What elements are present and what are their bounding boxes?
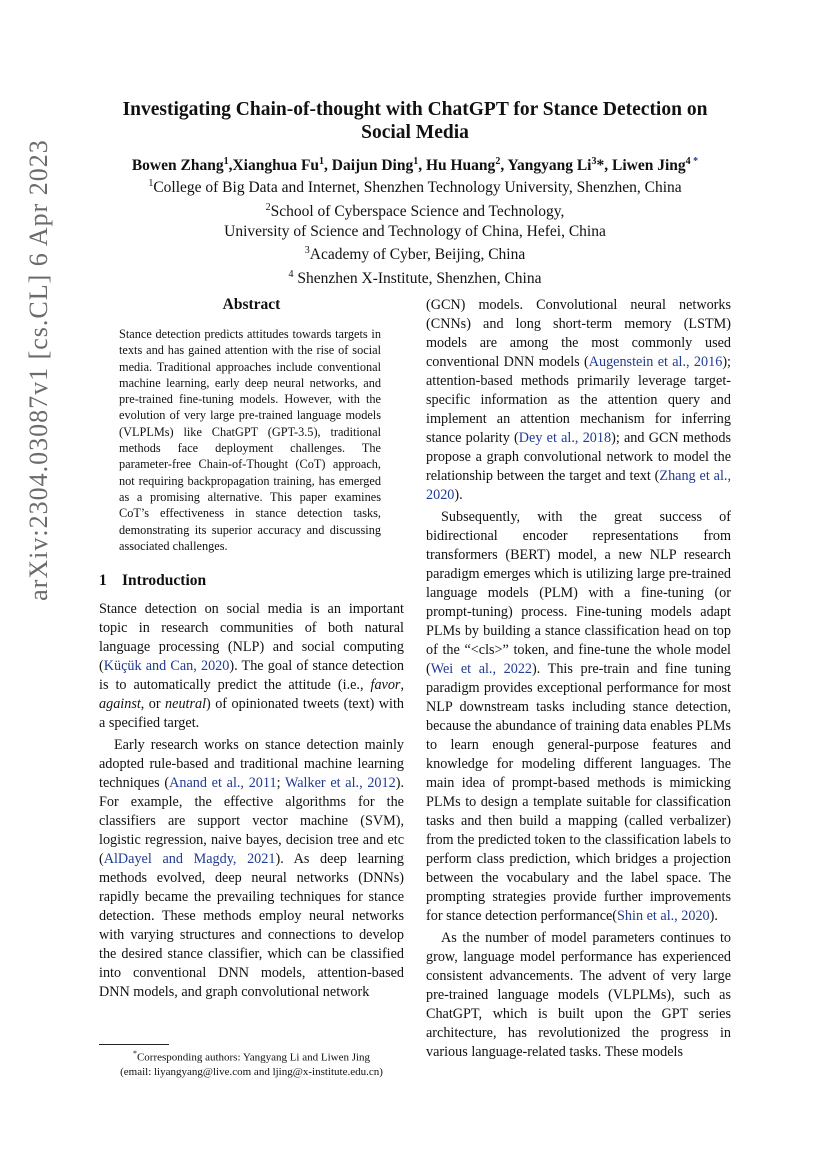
right-column — [426, 296, 731, 1062]
text-run: Subsequently, with the great success of bidirectional encoder representations from transformers (BERT) model, a new NLP research paradigm emerges which is utilizing large pre-trained language models (PLM) with a fine-tuning (or prompt-tuning) process. Fine-tuning models adapt PLMs by building a stance classification head on top of the “<cls>” token, and fine-tune the whole model ( — [426, 509, 731, 677]
footnote-mark: * — [132, 1049, 137, 1058]
footnote-line-2: (email: liyangyang@live.com and ljing@x-institute.edu.cn) — [120, 1066, 383, 1079]
text-run: Stance detection on social media is an important topic in research communities of both natural language processing (NLP) and social computing ( — [99, 601, 404, 675]
citation-link[interactable]: Shin et al., 2020 — [617, 908, 710, 924]
affiliation-text: College of Big Data and Internet, Shenzhen Technology University, Shenzhen, China — [153, 179, 682, 197]
author-separator: , — [500, 157, 508, 175]
text-run: ) of opinionated tweets (text) with a specified target. — [99, 696, 404, 732]
affiliation-mark: 4 — [288, 268, 294, 280]
right-paragraph-2 — [426, 508, 731, 926]
author-separator: *, — [596, 157, 612, 175]
author-list — [60, 152, 770, 176]
right-paragraph-1 — [426, 296, 731, 505]
text-run: ); and GCN methods propose a graph convolutional network to model the relationship between the target and text ( — [426, 430, 731, 484]
author-affiliation-mark: 2 — [495, 156, 501, 167]
abstract-heading: Abstract — [222, 296, 281, 313]
footnote-line-1: Corresponding authors: Yangyang Li and Liwen Jing — [136, 1051, 371, 1064]
corresponding-author-mark: * — [690, 156, 699, 167]
author-separator: , — [418, 157, 426, 175]
text-run: ); attention-based methods primarily leverage target-specific information as the attention query and implement an attention mechanism for inferring stance polarity ( — [426, 354, 731, 446]
affiliation-text: University of Science and Technology of China, Hefei, China — [224, 222, 606, 240]
citation-link[interactable]: Anand et al., 2011 — [169, 775, 277, 792]
author-affiliation-mark: 1 — [413, 156, 419, 167]
text-run: As the number of model parameters continues to grow, language model performance has experienced consistent advancements. The advent of very large pre-trained language models (VLPLMs), such as ChatGPT, which is built upon the GPT series architecture, has revolutionized the progress in various language-related tasks. These models — [426, 930, 731, 1060]
citation-link[interactable]: Dey et al., 2018 — [518, 430, 612, 446]
intro-paragraph-2 — [99, 736, 404, 1002]
text-run: Early research works on stance detection mainly adopted rule-based and traditional machine learning techniques ( — [99, 737, 404, 792]
text-run: , or — [140, 696, 166, 713]
author-separator: , — [228, 157, 233, 175]
arxiv-identifier: arXiv:2304.03087v1 [cs.CL] 6 Apr 2023 — [24, 139, 53, 601]
affiliation-text: School of Cyberspace Science and Technology, — [270, 202, 565, 220]
affiliation-text: Academy of Cyber, Beijing, China — [309, 246, 526, 264]
affiliation-line — [100, 198, 730, 222]
footnote-rule — [99, 1044, 169, 1045]
affiliation-line — [100, 241, 730, 265]
affiliation-mark: 2 — [265, 201, 271, 213]
text-run: ). — [454, 487, 463, 503]
section-heading-introduction — [99, 572, 404, 590]
author-affiliation-mark: 3 — [591, 156, 597, 167]
title-line-2: Social Media — [361, 122, 469, 143]
text-run: ; — [276, 775, 285, 792]
emphasized-term: favor — [370, 677, 401, 694]
author-affiliation-mark: 1 — [319, 156, 325, 167]
citation-link[interactable]: Küçük and Can, 2020 — [103, 658, 230, 675]
paper-title — [100, 98, 730, 144]
author-name: Xianghua Fu — [232, 157, 320, 175]
title-line-1: Investigating Chain-of-thought with ChatGPT for Stance Detection on — [122, 99, 708, 120]
affiliation-line — [100, 174, 730, 198]
text-run: ). This pre-train and fine tuning paradigm provides exceptional performance for most NLP downstream tasks including stance detection, because the abundance of training data enables PLMs to learn enough general-purpose features and knowledge for modeling different languages. The main idea of prompt-based methods is mimicking PLMs to design a template suitable for classification tasks and then build a mapping (called verbalizer) from the predicted token to the classification labels to perform class prediction, which bridges a projection between the vocabulary and the label space. The prompting strategies provide further improvements for stance detection performance( — [426, 661, 731, 924]
author-name: Liwen Jing — [612, 157, 686, 175]
citation-link[interactable]: Zhang et al., 2020 — [426, 468, 731, 503]
left-column — [99, 296, 404, 1002]
affiliation-mark: 1 — [148, 178, 154, 189]
text-run: ). The goal of stance detection is to automatically predict the attitude (i.e., — [99, 658, 405, 694]
author-affiliation-mark: 1 — [223, 156, 229, 167]
text-run: ). For example, the effective algorithms for the classifiers are support vector machine (SVM), logistic regression, naive bayes, decision tree and etc ( — [99, 775, 404, 868]
section-number: 1 — [99, 572, 107, 590]
emphasized-term: neutral — [165, 696, 207, 713]
text-run: ). As deep learning methods evolved, deep neural networks (DNNs) rapidly became the prevailing techniques for stance detection. These methods employ neural networks with varying structures and connections to develop the desired stance classifier, which can be classified into conventional DNN models, attention-based DNN models, and graph convolutional network — [99, 851, 404, 1001]
citation-link[interactable]: Augenstein et al., 2016 — [588, 354, 723, 370]
text-run: ). — [709, 908, 718, 924]
affiliation-line — [100, 222, 730, 242]
footnote — [99, 1047, 404, 1080]
author-name: Hu Huang — [425, 157, 496, 175]
affiliation-mark: 3 — [304, 245, 310, 257]
author-name: Yangyang Li — [507, 157, 592, 175]
abstract-text: Stance detection predicts attitudes towards targets in texts and has gained attention with the rise of social media. Traditional approaches include conventional machine learning, early deep neural networks, and pre-trained fine-tuning models. However, with the evolution of very large pre-trained language models (VLPLMs) like ChatGPT (GPT-3.5), traditional methods face deployment challenges. The parameter-free Chain-of-Thought (CoT) approach, not requiring backpropagation training, has emerged as a promising alternative. This paper examines CoT’s effectiveness in stance detection tasks, demonstrating its superior accuracy and discussing associated challenges. — [119, 327, 381, 553]
citation-link[interactable]: Wei et al., 2022 — [430, 661, 533, 677]
affiliation-line — [100, 265, 730, 289]
text-run: (GCN) models. Convolutional neural networks (CNNs) and long short-term memory (LSTM) models are among the most commonly used conventional DNN models ( — [426, 297, 731, 370]
emphasized-term: against — [99, 696, 141, 713]
section-title: Introduction — [122, 572, 207, 590]
intro-paragraph-1 — [99, 600, 404, 733]
author-name: Bowen Zhang — [131, 157, 224, 175]
citation-link[interactable]: Walker et al., 2012 — [284, 775, 396, 792]
author-name: Daijun Ding — [331, 157, 414, 175]
author-affiliation-mark: 4 — [685, 156, 691, 167]
author-separator: , — [324, 157, 332, 175]
right-paragraph-3 — [426, 929, 731, 1062]
text-run: , — [400, 677, 404, 694]
affiliations — [100, 174, 730, 289]
affiliation-text: Shenzhen X-Institute, Shenzhen, China — [293, 270, 542, 287]
citation-link[interactable]: AlDayel and Magdy, 2021 — [103, 851, 276, 868]
